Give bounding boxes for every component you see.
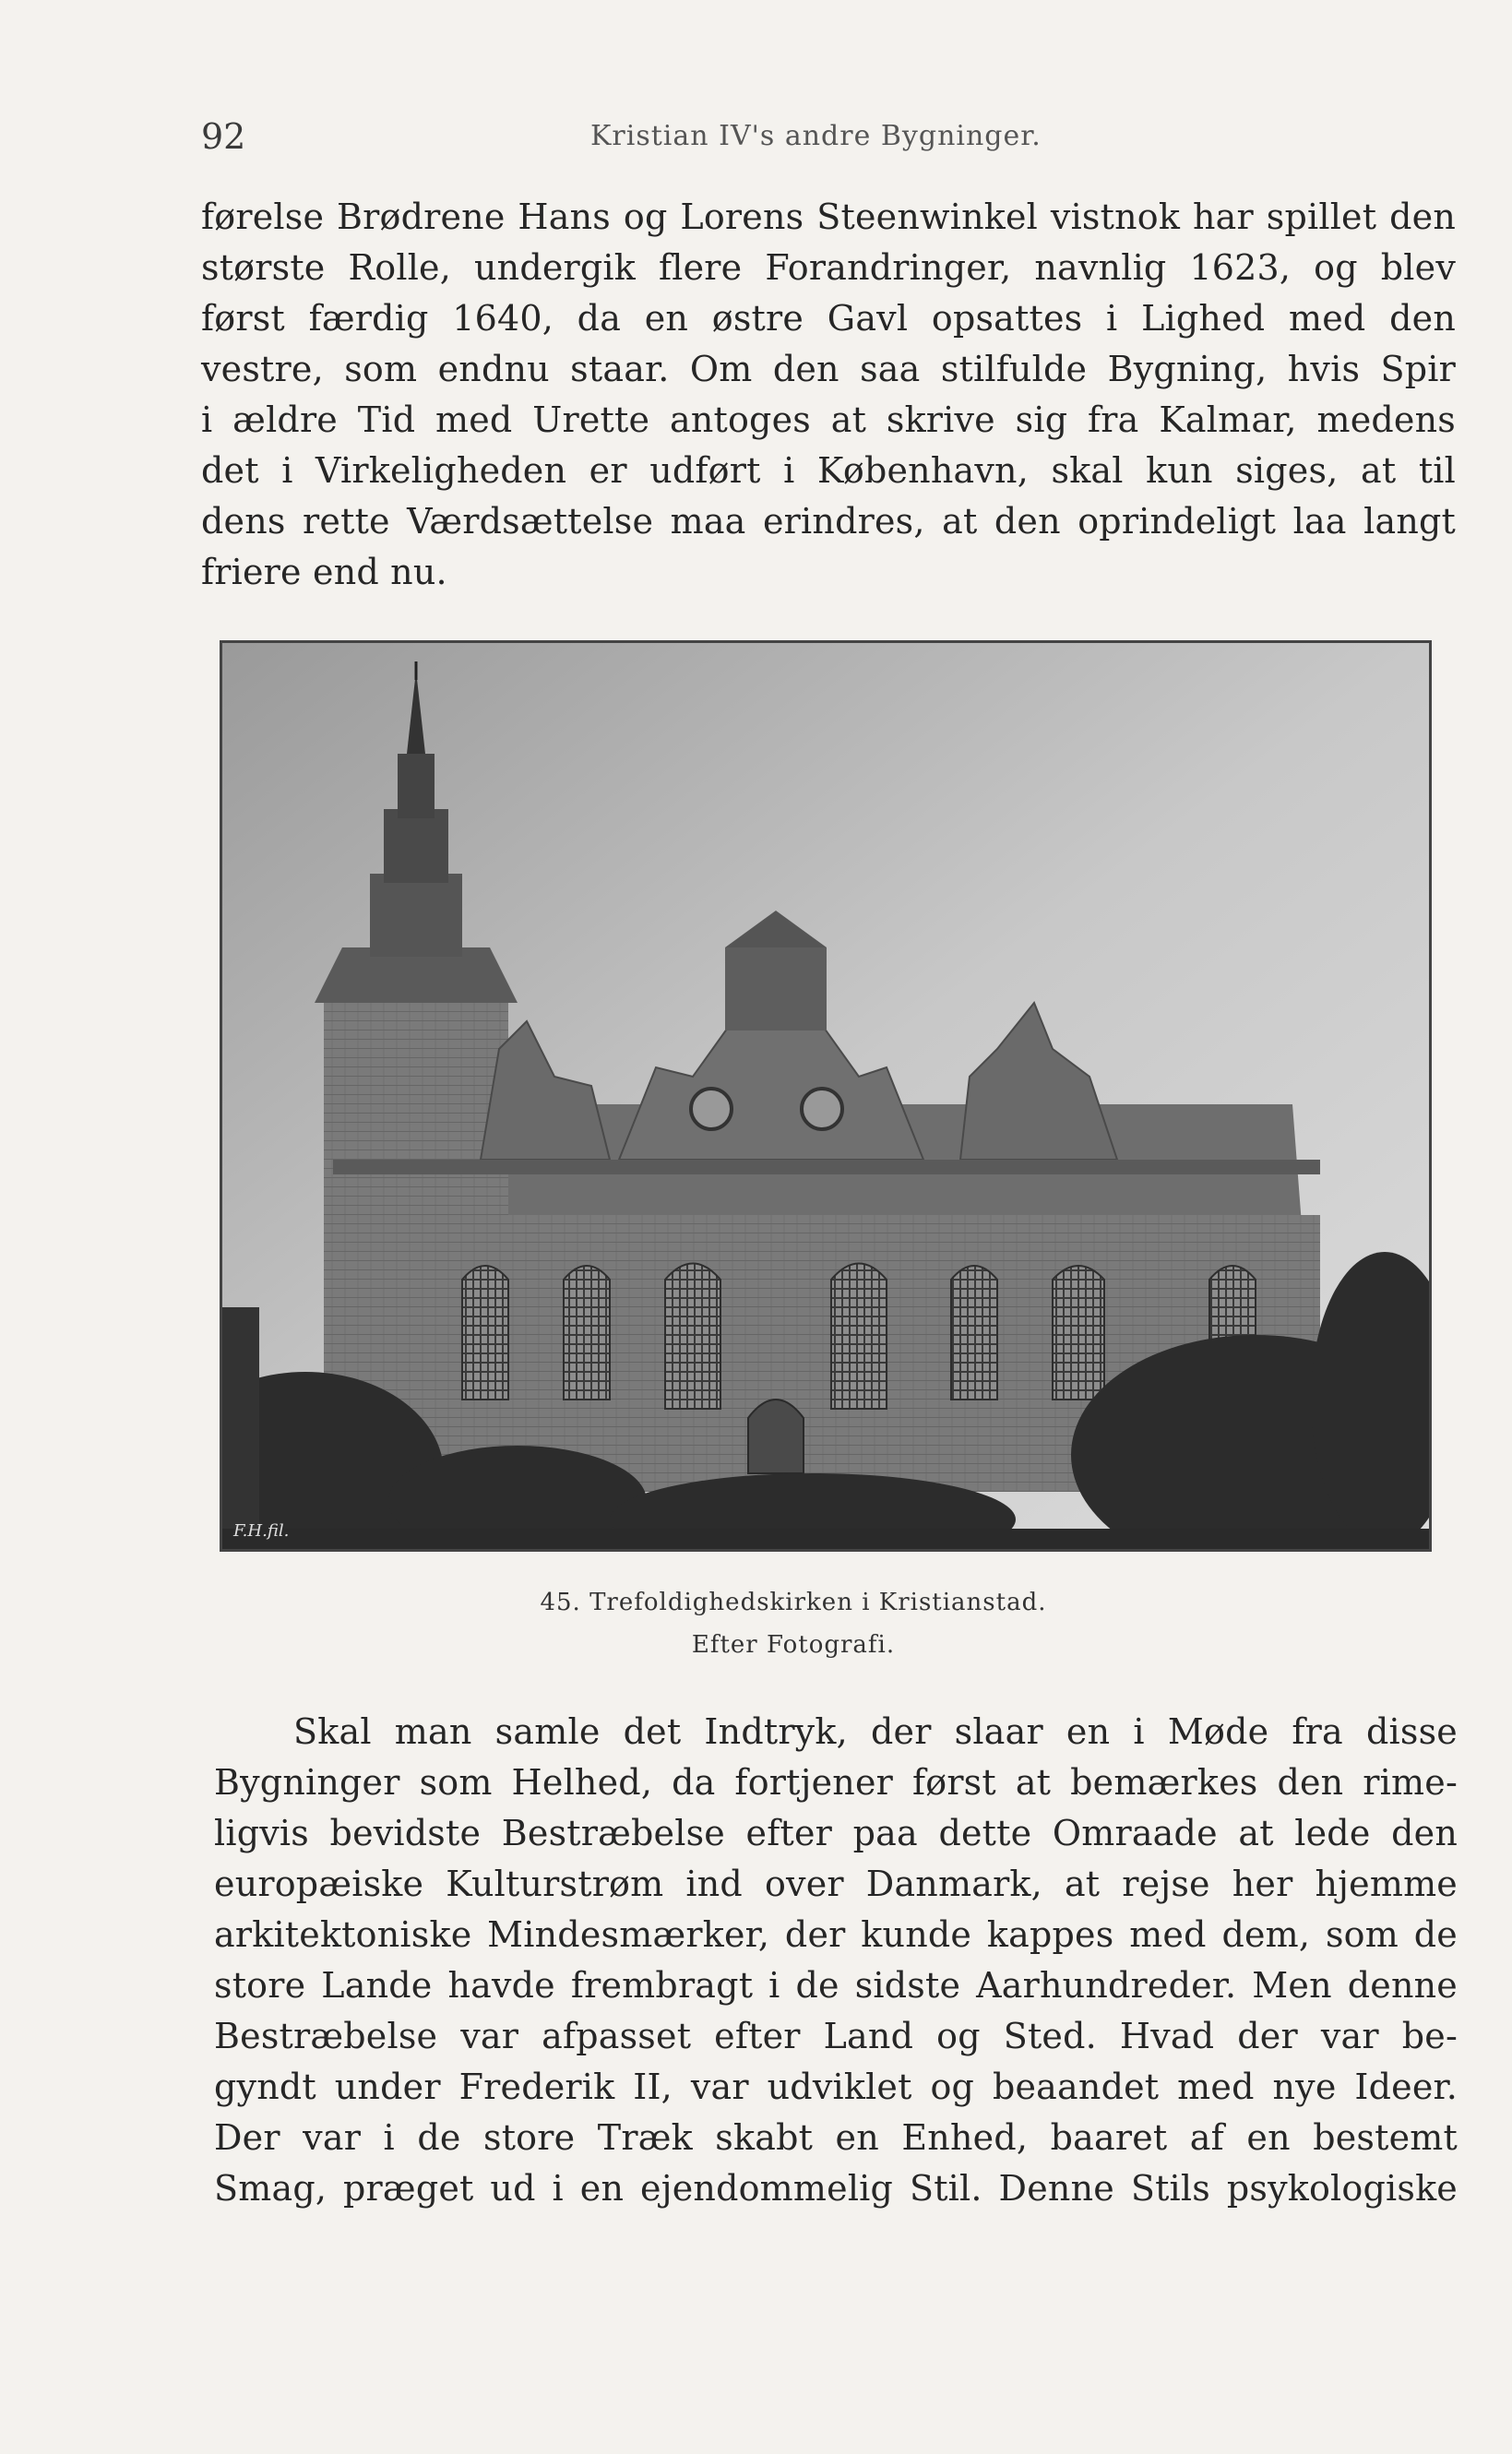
text-line: dens rette Værdsættelse maa erindres, at den oprindeligt laa langt bbox=[201, 501, 1456, 542]
text-line: Bygninger som Helhed, da fortjener først at bemærkes den rime- bbox=[214, 1762, 1458, 1803]
page-header bbox=[201, 116, 1447, 172]
text-line: store Lande havde frembragt i de sidste Aarhundreder. Men denne bbox=[214, 1965, 1458, 2006]
text-line: førelse Brødrene Hans og Lorens Steenwinkel vistnok har spillet den bbox=[201, 197, 1456, 237]
text-line: Der var i de store Træk skabt en Enhed, baaret af en bestemt bbox=[214, 2117, 1458, 2158]
engraver-mark: F.H.fil. bbox=[233, 1521, 290, 1541]
text-line: det i Virkeligheden er udført i København, skal kun siges, at til bbox=[201, 450, 1456, 491]
running-head: Kristian IV's andre Bygninger. bbox=[590, 120, 1042, 152]
top-paragraph bbox=[201, 192, 1456, 598]
church-photograph bbox=[220, 640, 1432, 1552]
text-line: ligvis bevidste Bestræbelse efter paa dette Omraade at lede den bbox=[214, 1813, 1458, 1853]
text-line: vestre, som endnu staar. Om den saa stilfulde Bygning, hvis Spir bbox=[201, 349, 1456, 389]
text-line: Smag, præget ud i en ejendommelig Stil. Denne Stils psykologiske bbox=[214, 2168, 1458, 2209]
figure-caption: 45. Trefoldighedskirken i Kristianstad. bbox=[540, 1589, 1047, 1616]
church-illustration bbox=[222, 643, 1429, 1549]
page-number: 92 bbox=[201, 116, 246, 157]
figure-source-note: Efter Fotografi. bbox=[691, 1631, 896, 1659]
text-line: friere end nu. bbox=[201, 552, 447, 592]
text-line: Bestræbelse var afpasset efter Land og Sted. Hvad der var be- bbox=[214, 2016, 1458, 2056]
text-line: gyndt under Frederik II, var udviklet og beaandet med nye Ideer. bbox=[214, 2067, 1458, 2107]
text-line: europæiske Kulturstrøm ind over Danmark, at rejse her hjemme bbox=[214, 1864, 1458, 1904]
bottom-paragraph bbox=[214, 1707, 1458, 2214]
text-line: Skal man samle det Indtryk, der slaar en i Møde fra disse bbox=[293, 1711, 1458, 1752]
text-line: største Rolle, undergik flere Forandringer, navnlig 1623, og blev bbox=[201, 247, 1456, 288]
text-line: arkitektoniske Mindesmærker, der kunde kappes med dem, som de bbox=[214, 1914, 1458, 1955]
text-line: først færdig 1640, da en østre Gavl opsattes i Lighed med den bbox=[201, 298, 1456, 339]
text-line: i ældre Tid med Urette antoges at skrive sig fra Kalmar, medens bbox=[201, 399, 1456, 440]
